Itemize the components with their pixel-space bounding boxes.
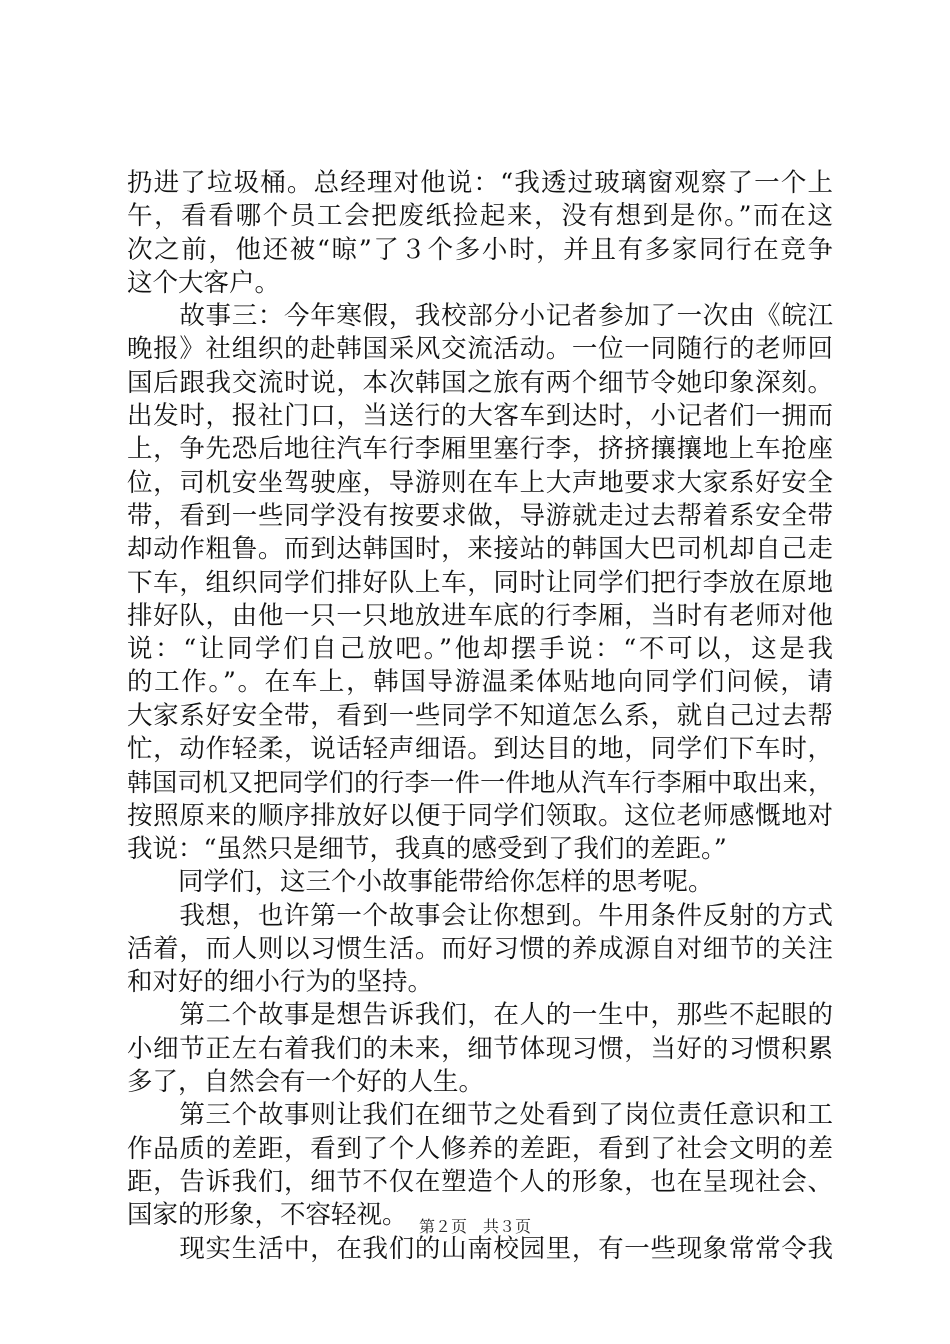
text-line: 国后跟我交流时说，本次韩国之旅有两个细节令她印象深刻。 [127,367,833,398]
document-body [127,167,833,1266]
paragraph [127,866,833,899]
text-line: 和对好的细小行为的坚持。 [127,967,434,998]
page-number-footer: 第２页 共３页 [418,1217,531,1236]
text-line: 故事三：今年寒假，我校部分小记者参加了一次由《皖江 [127,301,833,332]
text-line: 忙，动作轻柔，说话轻声细语。到达目的地，同学们下车时， [127,734,833,765]
paragraph [127,900,833,1000]
paragraph [127,167,833,300]
paragraph [127,300,833,866]
text-line: 韩国司机又把同学们的行李一件一件地从汽车行李厢中取出来， [127,768,833,798]
text-line: 说：“让同学们自己放吧。”他却摆手说：“不可以，这是我 [127,634,833,665]
text-line: 大家系好安全带，看到一些同学不知道怎么系，就自己过去帮 [127,700,833,731]
text-line: 按照原来的顺序排放好以便于同学们领取。这位老师感慨地对 [127,800,833,831]
text-line: 晚报》社组织的赴韩国采风交流活动。一位一同随行的老师回 [127,334,833,365]
text-line: 多了，自然会有一个好的人生。 [127,1067,485,1098]
text-line: 第三个故事则让我们在细节之处看到了岗位责任意识和工 [127,1100,833,1131]
text-line: 同学们，这三个小故事能带给你怎样的思考呢。 [127,867,714,898]
text-line: 排好队，由他一只一只地放进车底的行李厢，当时有老师对他 [127,600,833,631]
text-line: 午，看看哪个员工会把废纸捡起来，没有想到是你。”而在这 [127,201,833,232]
text-line: 扔进了垃圾桶。总经理对他说：“我透过玻璃窗观察了一个上 [127,168,833,198]
text-line: 国家的形象，不容轻视。 [127,1200,408,1231]
text-line: 我想，也许第一个故事会让你想到。牛用条件反射的方式 [127,900,833,931]
text-line: 位，司机安坐驾驶座，导游则在车上大声地要求大家系好安全 [127,467,833,498]
text-line: 次之前，他还被“晾”了３个多小时，并且有多家同行在竞争 [127,234,833,265]
text-line: 第二个故事是想告诉我们，在人的一生中，那些不起眼的 [127,1000,833,1031]
text-line: 却动作粗鲁。而到达韩国时，来接站的韩国大巴司机却自己走 [127,534,833,565]
text-line: 距，告诉我们，细节不仅在塑造个人的形象，也在呈现社会、 [127,1166,833,1197]
text-line: 带，看到一些同学没有按要求做，导游就走过去帮着系安全带 [127,500,833,531]
text-line: 上，争先恐后地往汽车行李厢里塞行李，挤挤攘攘地上车抢座 [127,434,833,465]
text-line: 小细节正左右着我们的未来，细节体现习惯，当好的习惯积累 [127,1033,833,1064]
paragraph [127,1099,833,1232]
text-line: 作品质的差距，看到了个人修养的差距，看到了社会文明的差 [127,1133,833,1164]
text-line: 活着，而人则以习惯生活。而好习惯的养成源自对细节的关注 [127,933,833,964]
text-line: 我说：“虽然只是细节，我真的感受到了我们的差距。” [127,833,727,864]
text-line: 下车，组织同学们排好队上车，同时让同学们把行李放在原地 [127,567,833,598]
text-line: 的工作。”。在车上，韩国导游温柔体贴地向同学们问候，请 [127,667,833,698]
text-line: 这个大客户。 [127,267,281,298]
paragraph [127,999,833,1099]
text-line: 现实生活中，在我们的山南校园里，有一些现象常常令我 [127,1233,833,1264]
text-line: 出发时，报社门口，当送行的大客车到达时，小记者们一拥而 [127,401,833,432]
